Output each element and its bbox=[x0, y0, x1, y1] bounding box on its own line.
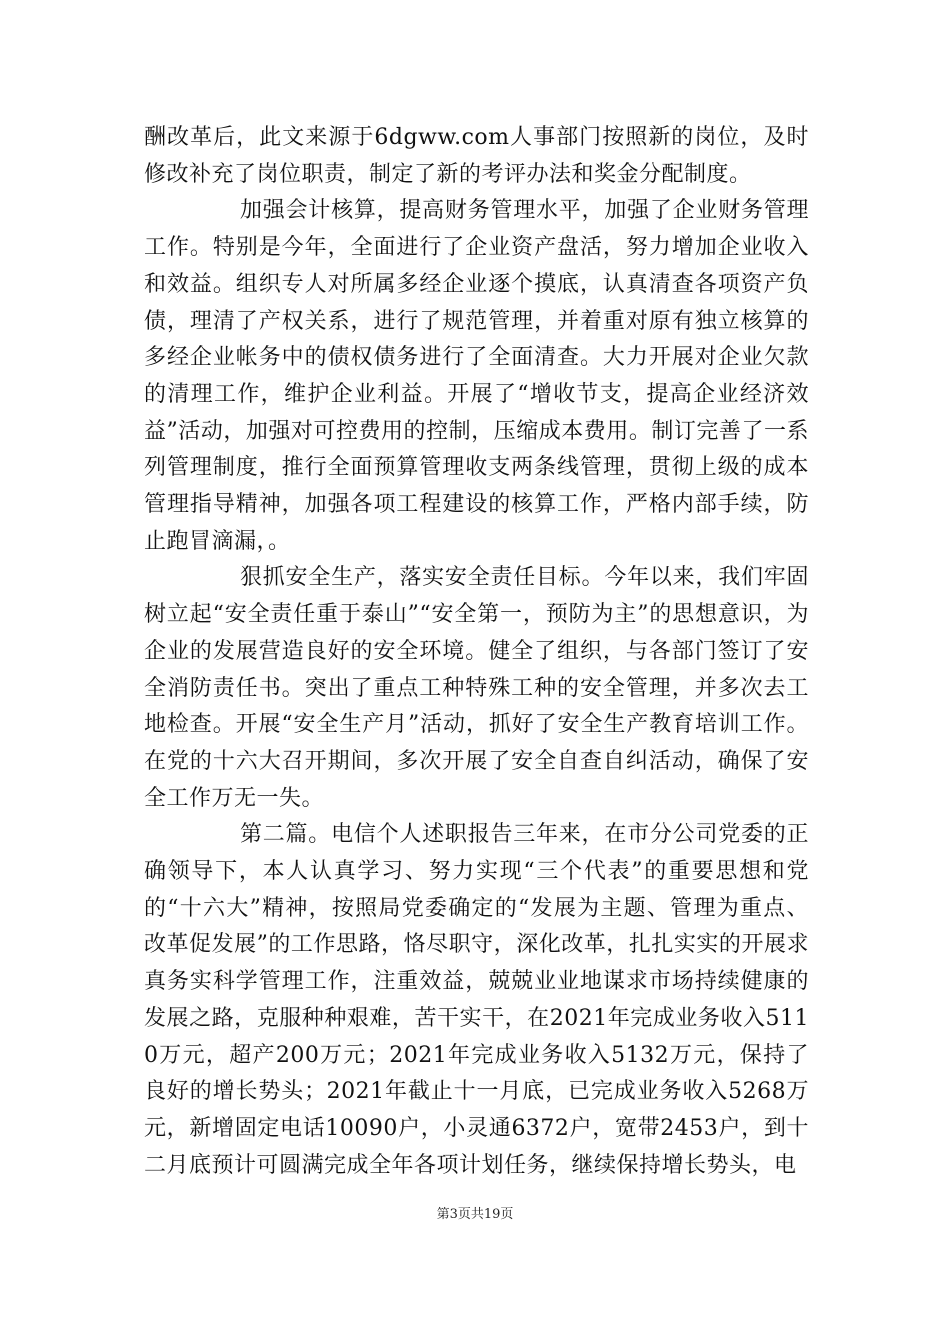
paragraph-second-article: 第二篇。电信个人述职报告三年来，在市分公司党委的正确领导下，本人认真学习、努力实现“三个代表”的重要思想和党的“十六大”精神，按照局党委确定的“发展为主题、管理为重点、改革促发展”的工作思路，恪尽职守，深化改革，扎扎实实的开展求真务实科学管理工作，注重效益，兢兢业业地谋求市场持续健康的发展之路，克服种种艰难，苦干实干，在2021年完成业务收入5110万元，超产200万元；2021年完成业务收入5132万元，保持了良好的增长势头；2021年截止十一月底，已完成业务收入5268万元，新增固定电话10090户，小灵通6372户，宽带2453户，到十二月底预计可圆满完成全年各项计划任务，继续保持增长势头，电 bbox=[144, 822, 809, 1178]
paragraph-continuation: 酬改革后，此文来源于6dgww.com人事部门按照新的岗位，及时修改补充了岗位职责，制定了新的考评办法和奖金分配制度。 bbox=[144, 125, 809, 187]
document-body bbox=[144, 120, 809, 1184]
paragraph-accounting: 加强会计核算，提高财务管理水平，加强了企业财务管理工作。特别是今年，全面进行了企业资产盘活，努力增加企业收入和效益。组织专人对所属多经企业逐个摸底，认真清查各项资产负债，理清了产权关系，进行了规范管理，并着重对原有独立核算的多经企业帐务中的债权债务进行了全面清查。大力开展对企业欠款的清理工作，维护企业利益。开展了“增收节支，提高企业经济效益”活动，加强对可控费用的控制，压缩成本费用。制订完善了一系列管理制度，推行全面预算管理收支两条线管理，贯彻上级的成本管理指导精神，加强各项工程建设的核算工作，严格内部手续，防止跑冒滴漏，。 bbox=[144, 198, 809, 554]
page-number-footer: 第3页共19页 bbox=[436, 1207, 514, 1222]
paragraph-safety: 狠抓安全生产，落实安全责任目标。今年以来，我们牢固树立起“安全责任重于泰山”“安全第一，预防为主”的思想意识，为企业的发展营造良好的安全环境。健全了组织，与各部门签订了安全消防责任书。突出了重点工种特殊工种的安全管理，并多次去工地检查。开展“安全生产月”活动，抓好了安全生产教育培训工作。在党的十六大召开期间，多次开展了安全自查自纠活动，确保了安全工作万无一失。 bbox=[144, 565, 809, 811]
